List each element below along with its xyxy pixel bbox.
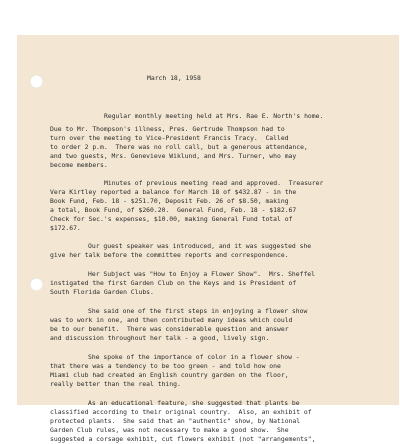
paragraph-2-line-4: and two guests, Mrs. Genevieve Wiklund, and Mrs. Turner, who may [50,152,297,160]
typewritten-page [17,35,399,443]
paragraph-8-line-2: classified according to their original country. Also, an exhibit of [50,408,312,416]
paragraph-8-line-4: Garden Club rules, was not necessary to make a good show. She [50,426,289,434]
paragraph-3-line-4: a total, Book Fund, of $260.20. General Fund, Feb. 18 - $182.67 [50,206,297,214]
paragraph-3-line-1: Minutes of previous meeting read and approved. Treasurer [104,179,324,187]
paragraph-6-line-1: She said one of the first steps in enjoying a flower show [88,307,308,315]
minutes-text [17,35,399,443]
paragraph-2-line-3: to order 2 p.m. There was no roll call, but a generous attendance, [50,143,308,151]
paragraph-7-line-1: She spoke of the importance of color in a flower show - [88,353,300,361]
paragraph-3-line-5: Check for Sec.'s expenses, $10.00, making General Fund total of [50,215,293,223]
paragraph-3-line-3: Book Fund, Feb. 18 - $251.70, Deposit Feb. 26 of $8.50, making [50,197,289,205]
paragraph-7-line-4: really better than the real thing. [50,380,181,388]
meeting-date: March 18, 1958 [147,74,201,82]
paragraph-8-line-3: protected plants. She said that an "authentic" show, by National [50,417,301,425]
paragraph-6-line-4: and discussion throughout her talk - a good, lively sign. [50,334,270,342]
paragraph-8-line-1: As an educational feature, she suggested that plants be [88,399,300,407]
paragraph-4-line-1: Our guest speaker was introduced, and it was suggested she [88,242,312,250]
paragraph-1-line-1: Regular monthly meeting held at Mrs. Rae E. North's home. [104,112,324,120]
paragraph-2-line-5: become members. [50,161,108,169]
paragraph-3-line-6: $172.67. [50,224,81,232]
paragraph-8-line-5: suggested a corsage exhibit, cut flowers exhibit (not "arrangements", [50,435,316,443]
paragraph-2-line-2: turn over the meeting to Vice-President Francis Tracy. Called [50,134,289,142]
paragraph-7-line-3: Miami club had created an English country garden on the floor, [50,371,289,379]
paragraph-3-line-2: Vera Kirtley reported a balance for March 18 of $432.87 - in the [50,188,297,196]
paragraph-7-line-2: that there was a tendency to be too green - and told how one [50,362,281,370]
paragraph-2-line-1: Due to Mr. Thompson's illness, Pres. Gertrude Thompson had to [50,125,285,133]
paragraph-5-line-3: South Florida Garden Clubs. [50,288,154,296]
paragraph-5-line-1: Her Subject was "How to Enjoy a Flower Show". Mrs. Sheffel [88,270,316,278]
paragraph-6-line-3: be to our benefit. There was considerable question and answer [50,325,289,333]
paragraph-4-line-2: give her talk before the committee reports and correspondence. [50,251,289,259]
paragraph-5-line-2: instigated the first Garden Club on the Keys and is President of [50,279,297,287]
paragraph-6-line-2: was to work in one, and then contributed many ideas which could [50,316,293,324]
